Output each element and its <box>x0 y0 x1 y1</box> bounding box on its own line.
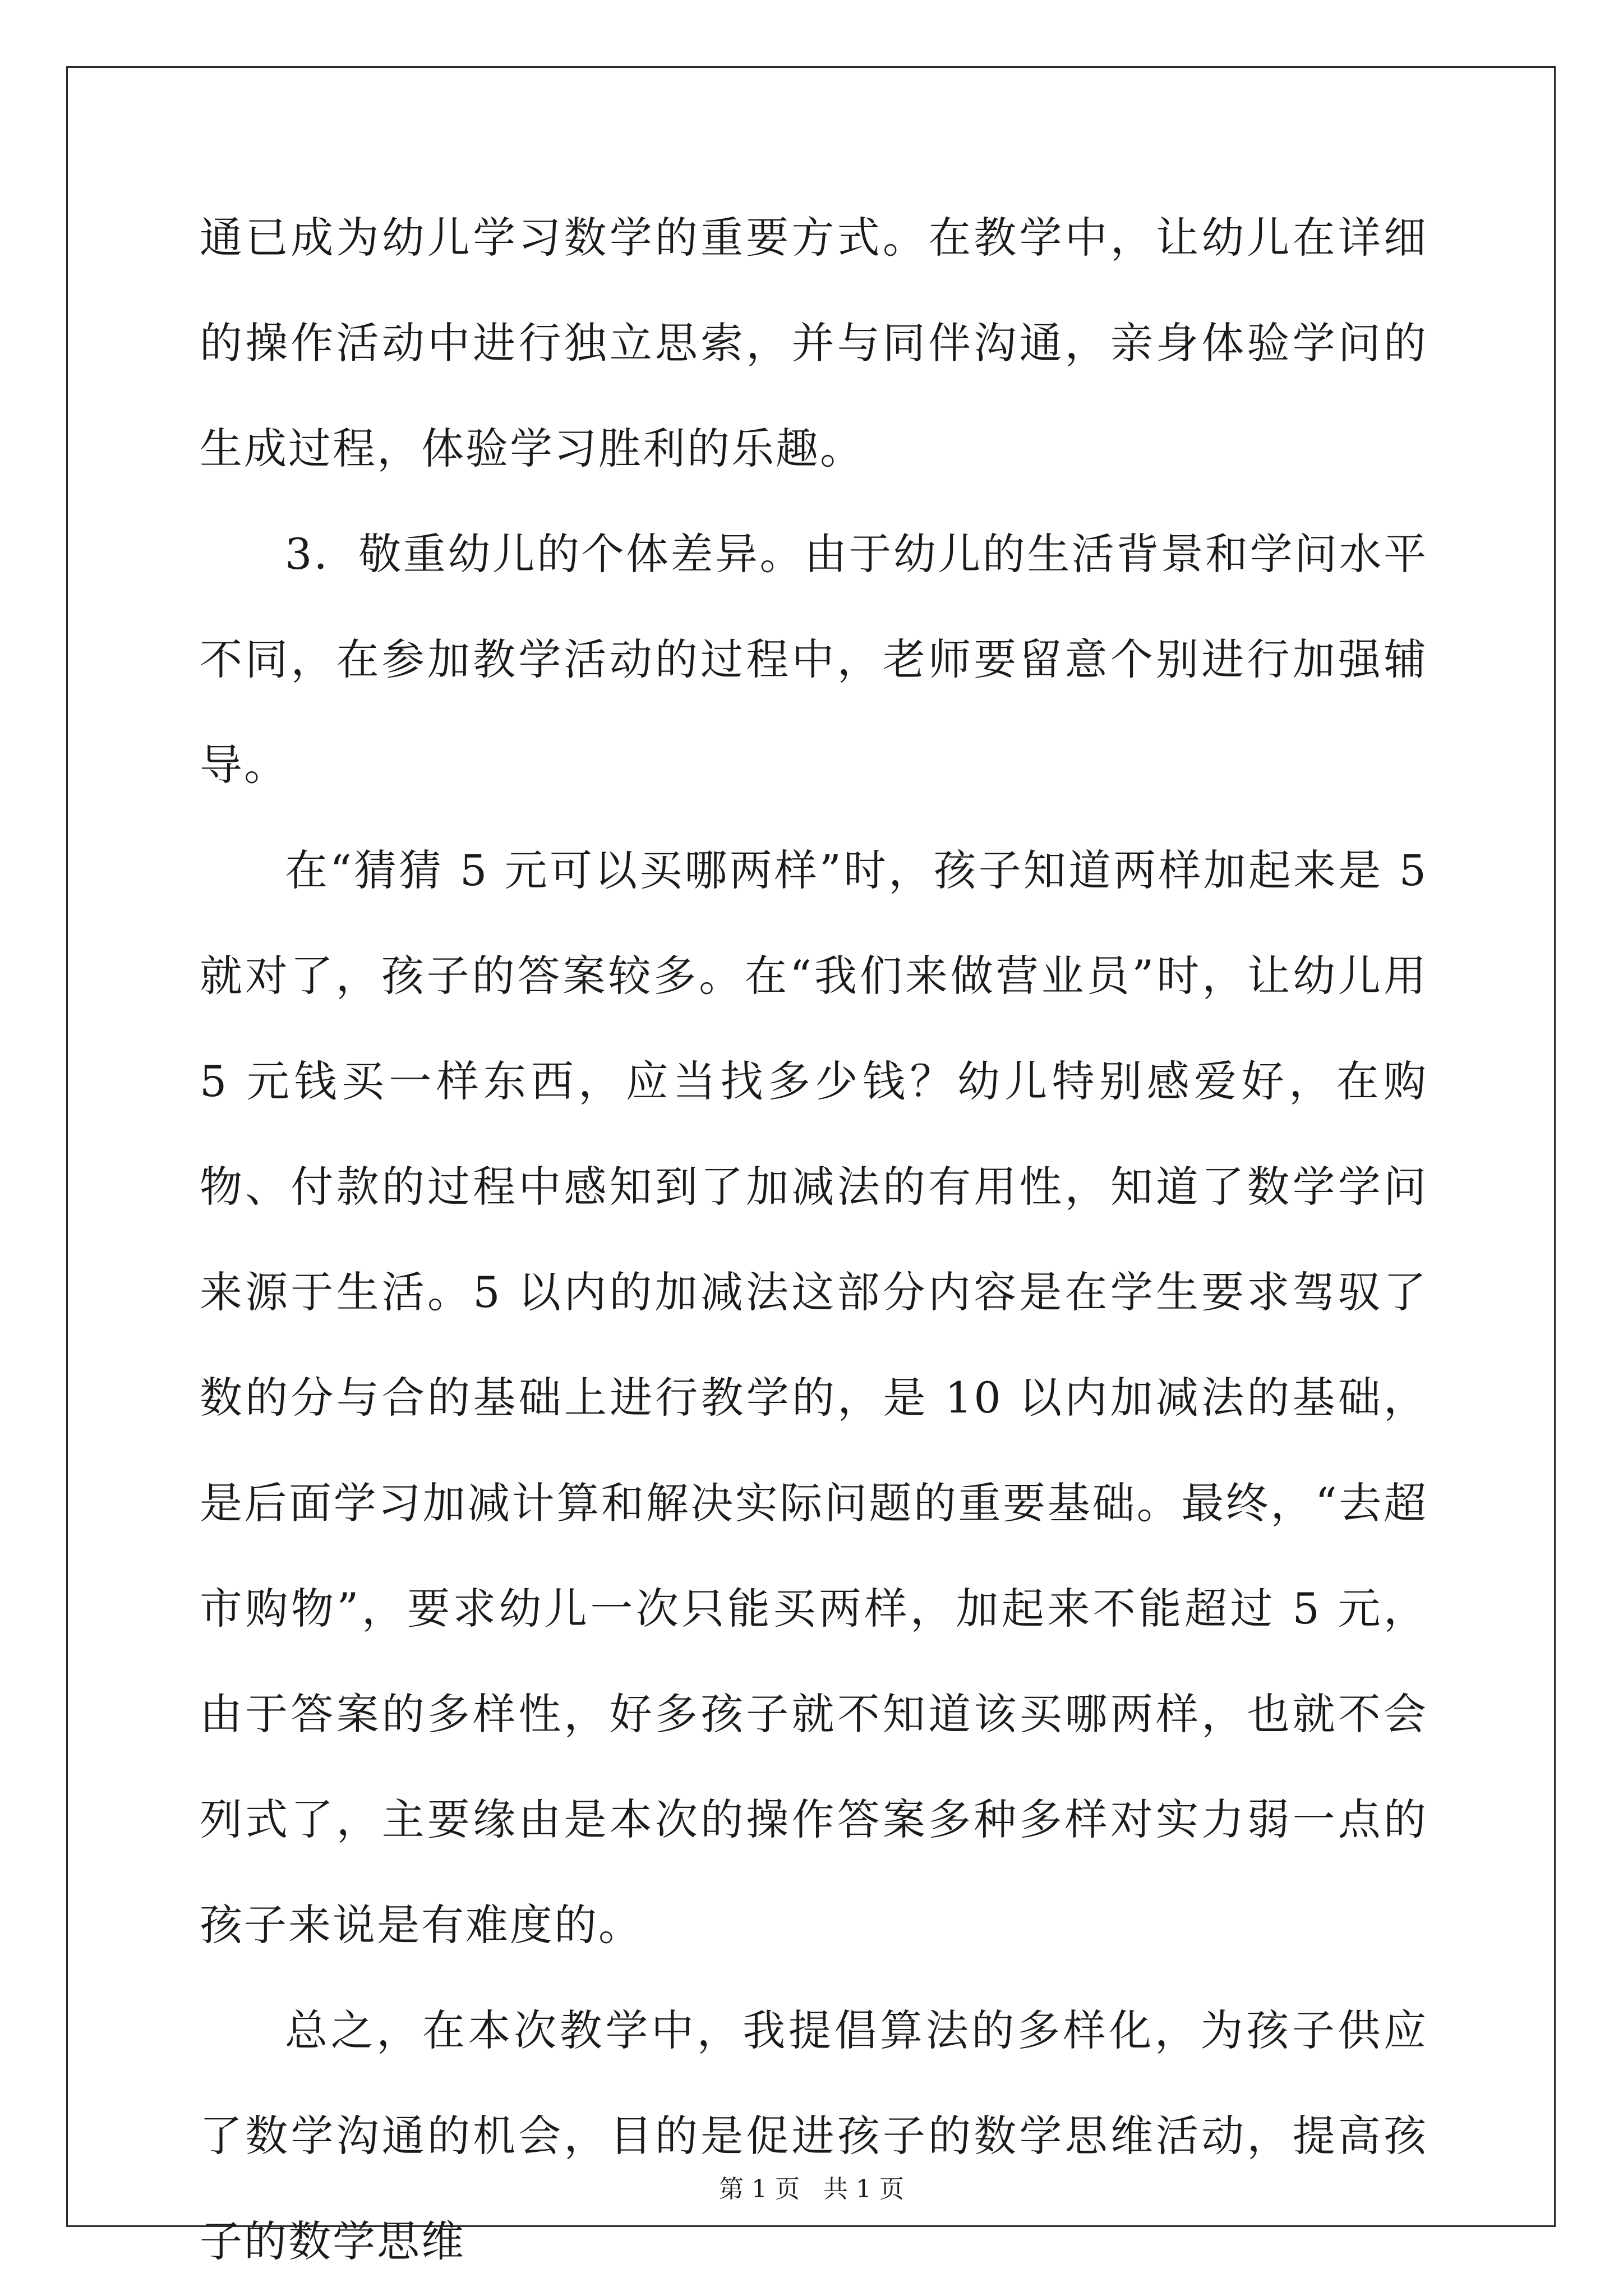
paragraph-3: 在“猜猜 5 元可以买哪两样”时，孩子知道两样加起来是 5 就对了，孩子的答案较多。在“我们来做营业员”时，让幼儿用 5 元钱买一样东西，应当找多少钱？幼儿特别感爱好，在购物、付款的过程中感知到了加减法的有用性，知道了数学学问来源于生活。5 以内的加减法这部分内容是在学生要求驾驭了数的分与合的基础上进行教学的，是 10 以内加减法的基础，是后面学习加减计算和解决实际问题的重要基础。最终，“去超市购物”，要求幼儿一次只能买两样，加起来不能超过 5 元，由于答案的多样性，好多孩子就不知道该买哪两样，也就不会列式了，主要缘由是本次的操作答案多种多样对实力弱一点的孩子来说是有难度的。 <box>200 845 1428 1950</box>
paragraph-1: 通已成为幼儿学习数学的重要方式。在教学中，让幼儿在详细的操作活动中进行独立思索，并与同伴沟通，亲身体验学问的生成过程，体验学习胜利的乐趣。 <box>200 213 1428 473</box>
document-body <box>200 185 1428 2294</box>
paragraph-4: 总之，在本次教学中，我提倡算法的多样化，为孩子供应了数学沟通的机会，目的是促进孩子的数学思维活动，提高孩子的数学思维 <box>200 2005 1428 2266</box>
paragraph-2: 3．敬重幼儿的个体差异。由于幼儿的生活背景和学问水平不同，在参加教学活动的过程中，老师要留意个别进行加强辅导。 <box>200 529 1428 790</box>
page-number-footer: 第 1 页 共 1 页 <box>719 2175 904 2203</box>
